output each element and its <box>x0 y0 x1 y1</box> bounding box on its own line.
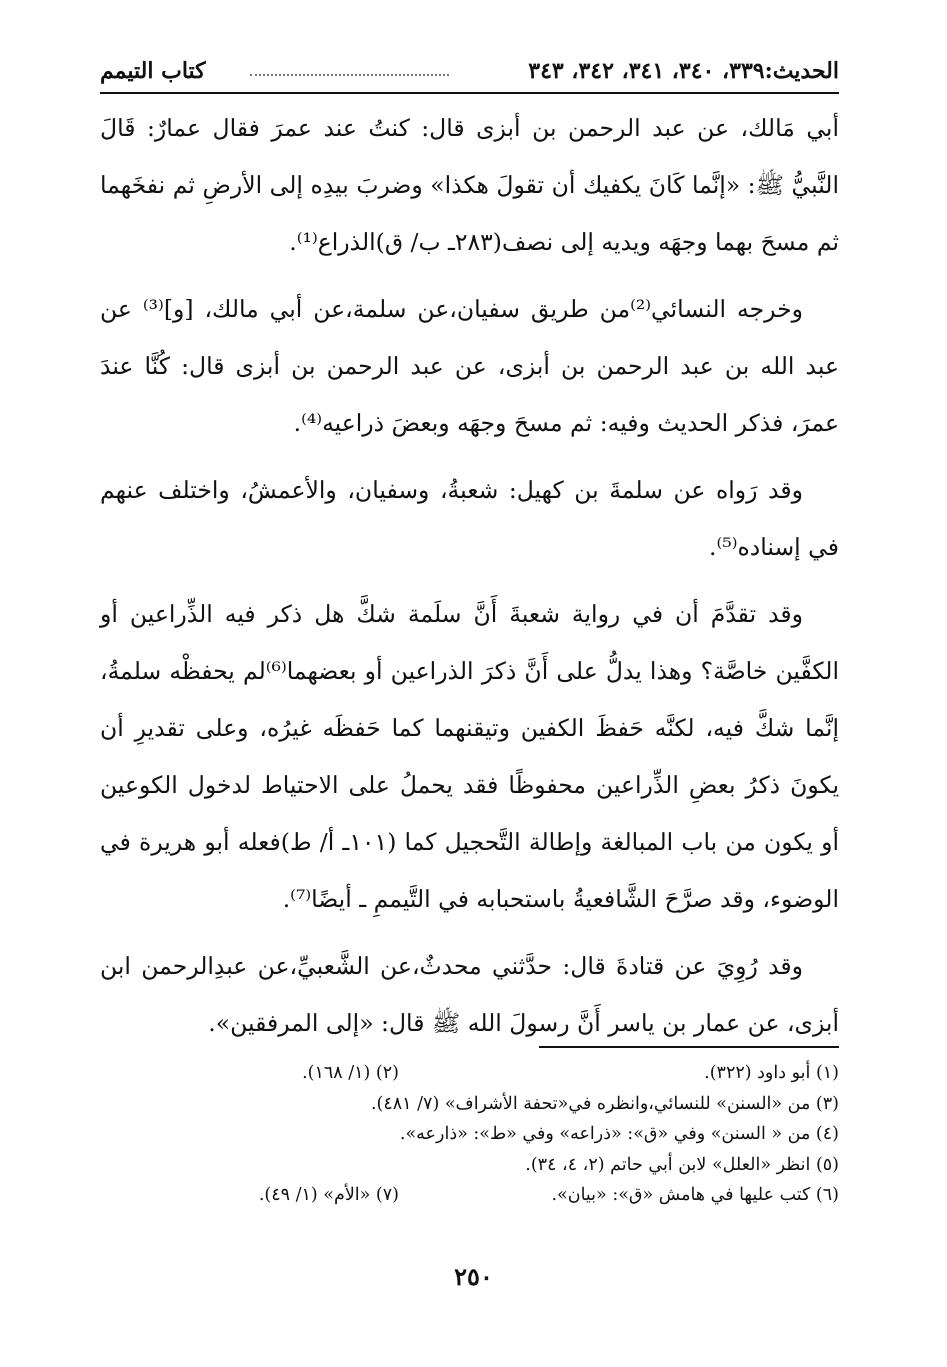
footnote-row <box>100 1119 839 1150</box>
hadith-numbers-heading: الحديث:٣٣٩، ٣٤٠، ٣٤١، ٣٤٢، ٣٤٣ <box>528 58 839 84</box>
main-text <box>100 100 839 1052</box>
footnote-row <box>100 1150 839 1181</box>
footnote-row <box>100 1058 839 1089</box>
footnote-3: (٣) من «السنن» للنسائي،وانظره في«تحفة الأشراف» (٧/ ٤٨١). <box>370 1093 839 1114</box>
footnote-4: (٤) من « السنن» وفي «ق»: «ذراعه» وفي «ط»: «ذارعه». <box>399 1124 839 1144</box>
footnote-6: (٦) كتب عليها في هامش «ق»: «بيان». <box>551 1185 839 1205</box>
footnote-5: (٥) انظر «العلل» لابن أبي حاتم (٢، ٤، ٣٤). <box>525 1154 839 1175</box>
paragraph-4: وقد تقدَّمَ أن في رواية شعبةَ أَنَّ سلَمة شكَّ هل ذكر فيه الذِّراعين أو الكفَّين خاصَّة؟ وهذا يدلُّ على أَنَّ ذكرَ الذراعين أو بعضهما⁽⁶⁾لم يحفظْه سلمةُ، إنَّما شكَّ فيه، لكنَّه حَفظَ الكفين وتيقنهما كما حَفظَه غيرُه، وعلى تقديرِ أن يكونَ ذكرُ بعضِ الذِّراعين محفوظًا فقد يحملُ على الاحتياط لدخول الكوعين أو يكون من باب المبالغة وإطالة التَّحجيل كما (١٠١ـ أ/ ط)فعله أبو هريرة في الوضوء، وقد صرَّحَ الشَّافعيةُ باستحبابه في التَّيممِ ـ أيضًا⁽⁷⁾. <box>100 600 839 913</box>
footnote-separator <box>539 1046 839 1048</box>
page-number: ٢٥٠ <box>454 1262 493 1291</box>
footnotes <box>100 1058 839 1211</box>
running-header <box>100 58 839 94</box>
footnote-row <box>100 1180 839 1211</box>
book-title: كتاب التيمم <box>100 58 206 84</box>
header-dotted-leader <box>250 74 449 76</box>
footnote-1: (١) أبو داود (٣٢٢). <box>704 1063 839 1083</box>
paragraph-3: وقد رَواه عن سلمةَ بن كهيل: شعبةُ، وسفيان، والأعمشُ، واختلف عنهم في إسناده⁽⁵⁾. <box>100 476 839 561</box>
footnote-2: (٢) (١/ ١٦٨). <box>302 1063 399 1083</box>
paragraph-5: وقد رُوِيَ عن قتادةَ قال: حدَّثني محدثٌ،عن الشَّعبيِّ،عن عبدِالرحمن ابن أبزى، عن عمار بن ياسر أَنَّ رسولَ الله ﷺ قال: «إلى المرفقين». <box>100 952 839 1037</box>
footnote-row <box>100 1089 839 1120</box>
paragraph-1: أبي مَالك، عن عبد الرحمن بن أبزى قال: كنتُ عند عمرَ فقال عمارٌ: قَالَ النَّبيُّ ﷺ: «إنَّما كَانَ يكفيك أن تقولَ هكذا» وضربَ بيدِه إلى الأرضِ ثم نفخَهما ثم مسحَ بهما وجهَه ويديه إلى نصف(٢٨٣ـ ب/ ق)الذراع⁽¹⁾. <box>100 114 839 256</box>
footnote-7: (٧) «الأم» (١/ ٤٩). <box>258 1185 399 1205</box>
paragraph-2: وخرجه النسائي⁽²⁾من طريق سفيان،عن سلمة،عن أبي مالك، [و]⁽³⁾ عن عبد الله بن عبد الرحمن بن أبزى، عن عبد الرحمن بن أبزى قال: كُنَّا عندَ عمرَ، فذكر الحديث وفيه: ثم مسحَ وجهَه وبعضَ ذراعيه⁽⁴⁾. <box>100 295 839 437</box>
